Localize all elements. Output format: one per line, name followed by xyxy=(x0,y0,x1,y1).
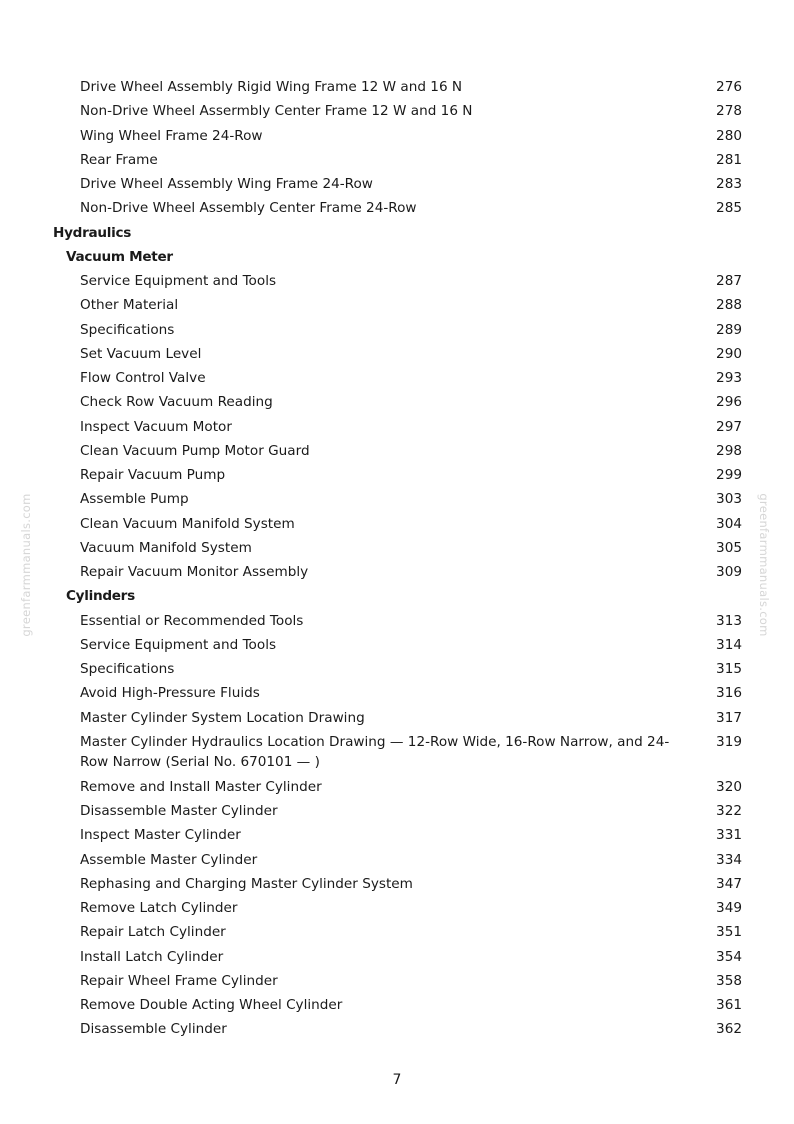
toc-entry-page: 298 xyxy=(716,442,742,459)
toc-entry-title: Flow Control Valve xyxy=(80,370,206,386)
toc-entry-title: Remove Double Acting Wheel Cylinder xyxy=(80,997,343,1013)
toc-entry-title: Rephasing and Charging Master Cylinder System xyxy=(80,875,413,892)
toc-entry-title: Avoid High-Pressure Fluids xyxy=(80,685,260,702)
toc-entry-page: 290 xyxy=(716,345,742,362)
toc-entry-title: Drive Wheel Assembly Rigid Wing Frame 12 W and 16 N xyxy=(80,79,463,95)
toc-entry[interactable] xyxy=(0,920,794,944)
toc-entry[interactable] xyxy=(0,99,794,123)
toc-entry[interactable] xyxy=(0,706,794,730)
toc-entry[interactable] xyxy=(0,969,794,993)
toc-entry[interactable] xyxy=(0,823,794,847)
toc-entry[interactable] xyxy=(0,463,794,487)
toc-section-heading xyxy=(0,584,794,608)
toc-entry-title: Inspect Master Cylinder xyxy=(80,827,241,844)
toc-entry-page: 287 xyxy=(716,273,742,289)
toc-entry-page: 305 xyxy=(716,539,742,556)
toc-entry-title: Specifications xyxy=(80,661,175,677)
toc-entry[interactable] xyxy=(0,730,794,775)
toc-entry-title: Rear Frame xyxy=(80,151,158,168)
toc-entry-title: Cylinders xyxy=(66,588,135,605)
toc-entry-title: Drive Wheel Assembly Wing Frame 24-Row xyxy=(80,176,373,192)
toc-entry-title: Non-Drive Wheel Assembly Center Frame 24-Row xyxy=(80,200,417,217)
toc-entry-title: Wing Wheel Frame 24-Row xyxy=(80,127,263,144)
toc-entry[interactable] xyxy=(0,124,794,148)
toc-entry-title: Disassemble Cylinder xyxy=(80,1021,227,1038)
toc-entry-title: Service Equipment and Tools xyxy=(80,636,277,653)
toc-entry-title: Vacuum Meter xyxy=(66,248,173,265)
toc-entry-page: 313 xyxy=(716,612,742,629)
toc-entry[interactable] xyxy=(0,172,794,196)
toc-entry[interactable] xyxy=(0,799,794,823)
toc-entry-page: 280 xyxy=(716,127,742,144)
toc-entry[interactable] xyxy=(0,633,794,657)
toc-entry[interactable] xyxy=(0,848,794,872)
toc-entry-page: 317 xyxy=(716,709,742,726)
toc-entry-page: 278 xyxy=(716,103,742,120)
toc-entry-title: Repair Latch Cylinder xyxy=(80,924,226,941)
toc-section-heading xyxy=(0,245,794,269)
toc-entry[interactable] xyxy=(0,439,794,463)
toc-entry-page: 319 xyxy=(716,733,742,750)
toc-entry[interactable] xyxy=(0,536,794,560)
toc-entry[interactable] xyxy=(0,269,794,293)
toc-entry-page: 296 xyxy=(716,394,742,411)
toc-entry-title: Install Latch Cylinder xyxy=(80,948,224,965)
page-number: 7 xyxy=(392,1072,402,1088)
toc-entry-page: 309 xyxy=(716,564,742,580)
toc-entry-page: 299 xyxy=(716,467,742,483)
toc-entry[interactable] xyxy=(0,415,794,439)
toc-entry-title: Master Cylinder Hydraulics Location Drawing — 12-Row Wide, 16-Row Narrow, and 24-Row Narrow (Serial No. 670101 — ) xyxy=(80,733,670,771)
toc-entry-title: Master Cylinder System Location Drawing xyxy=(80,709,365,726)
toc-entry-page: 293 xyxy=(716,370,742,386)
toc-entry[interactable] xyxy=(0,609,794,633)
toc-entry-page: 314 xyxy=(716,636,742,653)
toc-entry-page: 281 xyxy=(716,151,742,168)
toc-entry[interactable] xyxy=(0,487,794,511)
toc-entry-page: 358 xyxy=(716,972,742,989)
toc-entry-title: Remove Latch Cylinder xyxy=(80,900,238,916)
toc-section-heading xyxy=(0,221,794,245)
watermark-left: greenfarmmanuals.com xyxy=(19,493,33,637)
toc-entry-title: Clean Vacuum Manifold System xyxy=(80,515,295,532)
toc-entry[interactable] xyxy=(0,196,794,220)
toc-entry-page: 347 xyxy=(716,875,742,892)
toc-entry-page: 334 xyxy=(716,851,742,868)
toc-entry-title: Service Equipment and Tools xyxy=(80,273,277,289)
toc-entry-page: 316 xyxy=(716,685,742,702)
toc-entry-page: 315 xyxy=(716,661,742,677)
toc-entry-title: Disassemble Master Cylinder xyxy=(80,803,278,819)
toc-entry-page: 285 xyxy=(716,200,742,217)
toc-entry-title: Assemble Pump xyxy=(80,491,189,508)
toc-entry-title: Repair Vacuum Pump xyxy=(80,467,226,483)
toc-entry-page: 331 xyxy=(716,827,742,844)
toc-entry-page: 288 xyxy=(716,297,742,314)
toc-entry[interactable] xyxy=(0,293,794,317)
toc-entry-title: Non-Drive Wheel Assermbly Center Frame 12 W and 16 N xyxy=(80,103,473,120)
toc-entry-title: Remove and Install Master Cylinder xyxy=(80,778,322,795)
watermark-right: greenfarmmanuals.com xyxy=(757,493,771,637)
toc-entry[interactable] xyxy=(0,945,794,969)
toc-entry-title: Specifications xyxy=(80,321,175,338)
toc-entry-page: 349 xyxy=(716,900,742,916)
toc-entry-title: Repair Wheel Frame Cylinder xyxy=(80,972,278,989)
toc-entry-page: 303 xyxy=(716,491,742,508)
toc-entry-title: Set Vacuum Level xyxy=(80,345,202,362)
toc-entry-title: Other Material xyxy=(80,297,179,314)
toc-entry[interactable] xyxy=(0,681,794,705)
table-of-contents xyxy=(0,75,794,1042)
toc-entry-page: 362 xyxy=(716,1021,742,1038)
toc-entry-page: 354 xyxy=(716,948,742,965)
toc-entry[interactable] xyxy=(0,872,794,896)
toc-entry[interactable] xyxy=(0,560,794,584)
toc-entry[interactable] xyxy=(0,342,794,366)
toc-entry[interactable] xyxy=(0,993,794,1017)
toc-entry[interactable] xyxy=(0,657,794,681)
toc-entry-title: Clean Vacuum Pump Motor Guard xyxy=(80,442,310,459)
toc-entry-title: Inspect Vacuum Motor xyxy=(80,418,232,435)
toc-entry[interactable] xyxy=(0,896,794,920)
toc-entry[interactable] xyxy=(0,148,794,172)
toc-entry-page: 361 xyxy=(716,997,742,1013)
toc-entry-title: Hydraulics xyxy=(53,224,131,241)
toc-entry-title: Check Row Vacuum Reading xyxy=(80,394,273,411)
toc-entry-page: 276 xyxy=(716,79,742,95)
toc-entry-page: 283 xyxy=(716,176,742,192)
toc-entry-page: 322 xyxy=(716,803,742,819)
toc-entry-page: 320 xyxy=(716,778,742,795)
toc-entry-page: 289 xyxy=(716,321,742,338)
toc-entry[interactable] xyxy=(0,512,794,536)
toc-entry-page: 297 xyxy=(716,418,742,435)
toc-entry[interactable] xyxy=(0,1017,794,1041)
toc-entry-title: Repair Vacuum Monitor Assembly xyxy=(80,564,309,580)
toc-entry[interactable] xyxy=(0,366,794,390)
toc-entry-page: 351 xyxy=(716,924,742,941)
toc-entry-title: Vacuum Manifold System xyxy=(80,539,252,556)
toc-entry[interactable] xyxy=(0,775,794,799)
toc-entry[interactable] xyxy=(0,390,794,414)
toc-entry[interactable] xyxy=(0,75,794,99)
toc-entry-page: 304 xyxy=(716,515,742,532)
toc-entry-title: Assemble Master Cylinder xyxy=(80,851,258,868)
toc-entry[interactable] xyxy=(0,318,794,342)
toc-entry-title: Essential or Recommended Tools xyxy=(80,612,304,629)
